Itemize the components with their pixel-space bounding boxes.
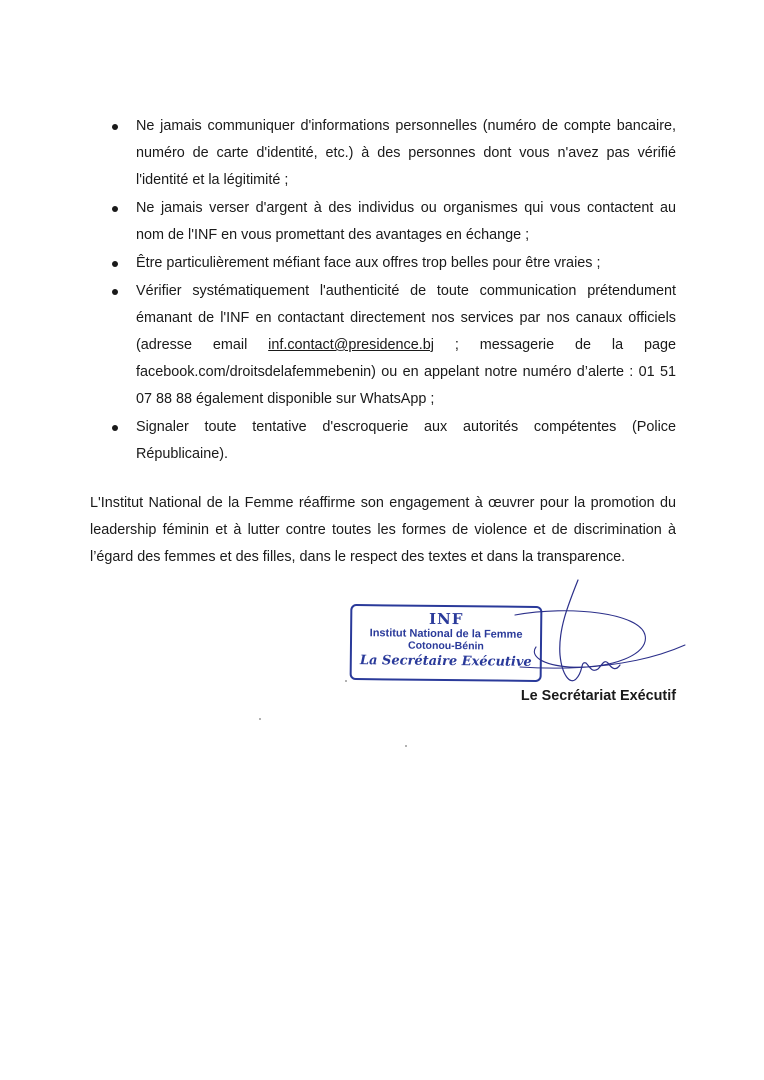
list-item-text-before: Vérifier systématiquement l'authenticité de toute communication prétendument émanant de l'INF en contactant directement nos services par nos canaux officiels (adresse email (136, 283, 676, 353)
contact-email-link[interactable]: inf.contact@presidence.bj (268, 337, 434, 353)
closing-paragraph: L'Institut National de la Femme réaffirme son engagement à œuvrer pour la promotion du leadership féminin et à lutter contre toutes les formes de violence et de discrimination à l’égard des femmes et des filles, dans le respect des textes et dans la transparence. (90, 495, 676, 565)
bullet-icon (112, 261, 118, 267)
bullet-icon (112, 425, 118, 431)
recommendations-list (110, 113, 676, 468)
bullet-icon (112, 124, 118, 130)
stamp-city: Cotonou-Bénin (408, 639, 484, 653)
list-item (110, 414, 676, 468)
stamp-acronym: INF (428, 609, 464, 629)
list-item-text: Ne jamais communiquer d'informations personnelles (numéro de compte bancaire, numéro de carte d'identité, etc.) à des personnes dont vous n'avez pas vérifié l'identité et la légitimité ; (136, 118, 676, 188)
list-item (110, 195, 676, 249)
scan-speck (405, 745, 407, 747)
list-item-text (136, 278, 676, 413)
scan-speck (345, 680, 347, 682)
list-item (110, 113, 676, 194)
list-item (110, 278, 676, 413)
scan-speck (259, 718, 261, 720)
list-item (110, 250, 676, 277)
list-item-text: Être particulièrement méfiant face aux offres trop belles pour être vraies ; (136, 255, 601, 271)
stamp-institution: Institut National de la Femme (369, 627, 523, 641)
signatory-title: Le Secrétariat Exécutif (520, 688, 676, 704)
bullet-icon (112, 289, 118, 295)
list-item-text: Ne jamais verser d'argent à des individus ou organismes qui vous contactent au nom de l'INF en vous promettant des avantages en échange ; (136, 200, 676, 243)
stamp-role: La Secrétaire Exécutive (359, 653, 532, 670)
list-item-text: Signaler toute tentative d'escroquerie aux autorités compétentes (Police Républicaine). (136, 419, 676, 462)
bullet-icon (112, 206, 118, 212)
signature-block (340, 575, 700, 715)
list-item-text-after: ; messagerie de la page facebook.com/droitsdelafemmebenin) ou en appelant notre numéro d’alerte : 01 51 07 88 88 également disponible sur WhatsApp ; (136, 337, 676, 407)
